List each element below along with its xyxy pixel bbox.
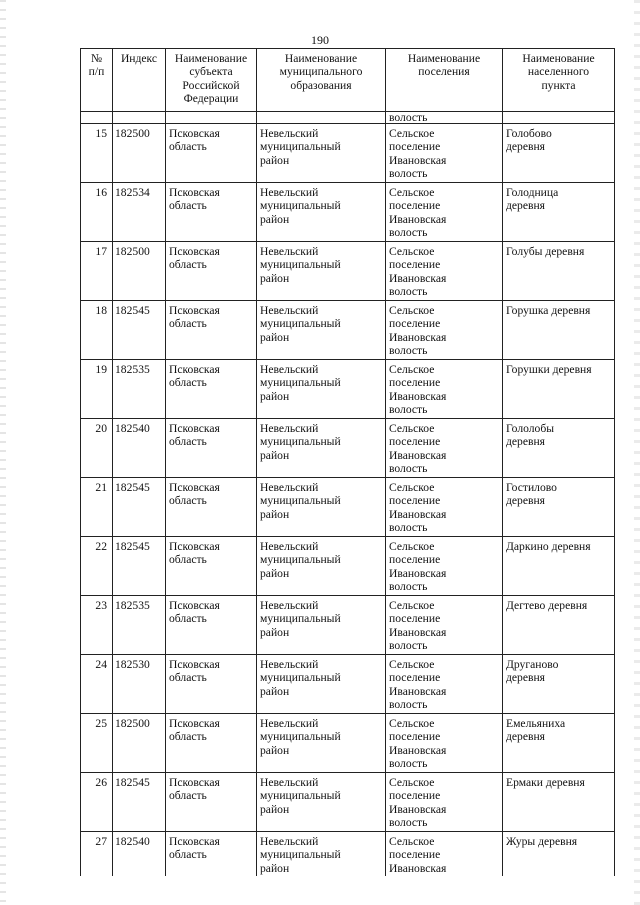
cell-number-text: 21 [95,481,107,494]
cell-index [113,242,166,301]
cell-locality-text: Емельяниха деревня [506,717,566,744]
table-row [81,714,615,773]
cell-municipality [257,242,386,301]
cell-settlement [386,478,503,537]
cell-subject [166,183,257,242]
cell-locality [503,655,615,714]
cell-index [113,419,166,478]
cell-locality-text: Журы деревня [506,835,578,848]
continuation-cell-empty [257,112,386,124]
cell-settlement-text: Сельское поселение Ивановская волость [389,304,447,358]
table-row [81,655,615,714]
cell-locality [503,242,615,301]
cell-settlement [386,537,503,596]
cell-settlement-text: Сельское поселение Ивановская волость [389,363,447,417]
continuation-cell-empty [81,112,113,124]
cell-municipality [257,124,386,183]
cell-number [81,655,113,714]
cell-locality [503,478,615,537]
cell-locality [503,714,615,773]
cell-index [113,124,166,183]
cell-municipality [257,360,386,419]
cell-settlement [386,773,503,832]
table-body [81,112,615,877]
cell-locality-text: Голубы деревня [506,245,585,258]
cell-settlement [386,714,503,773]
cell-number-text: 24 [95,658,107,671]
cell-settlement [386,183,503,242]
cell-locality [503,124,615,183]
cell-index [113,773,166,832]
cell-number [81,832,113,877]
cell-index-text: 182540 [115,422,150,435]
cell-subject [166,832,257,877]
cell-number-text: 17 [95,245,107,258]
continuation-row [81,112,615,124]
cell-number [81,301,113,360]
cell-index-text: 182534 [115,186,150,199]
cell-settlement [386,596,503,655]
cell-number-text: 18 [95,304,107,317]
cell-number-text: 20 [95,422,107,435]
page-number: 190 [311,33,329,47]
cell-number [81,773,113,832]
cell-municipality-text: Невельский муниципальный район [260,186,341,226]
cell-settlement [386,360,503,419]
cell-index-text: 182545 [115,540,150,553]
cell-settlement [386,242,503,301]
table-row [81,419,615,478]
cell-index [113,360,166,419]
cell-locality [503,360,615,419]
cell-locality [503,832,615,877]
cell-settlement-text: Сельское поселение Ивановская волость [389,658,447,712]
cell-number [81,478,113,537]
cell-index [113,832,166,877]
cell-subject [166,419,257,478]
cell-subject-text: Псковская область [169,127,220,154]
cell-locality-text: Даркино деревня [506,540,591,553]
table-row [81,832,615,877]
cell-locality [503,301,615,360]
continuation-cell-empty [166,112,257,124]
cell-subject [166,773,257,832]
table-row [81,773,615,832]
cell-number [81,714,113,773]
cell-number-text: 26 [95,776,107,789]
scan-edge-left [0,0,6,905]
cell-locality-text: Голобово деревня [506,127,552,154]
cell-municipality [257,773,386,832]
cell-subject-text: Псковская область [169,481,220,508]
table-row [81,478,615,537]
header-index: Индекс [113,49,166,112]
cell-locality [503,419,615,478]
cell-municipality [257,419,386,478]
cell-index-text: 182500 [115,245,150,258]
cell-settlement [386,301,503,360]
cell-municipality-text: Невельский муниципальный район [260,304,341,344]
cell-index-text: 182500 [115,717,150,730]
cell-locality [503,537,615,596]
cell-locality [503,596,615,655]
header-row [81,49,615,112]
cell-municipality-text: Невельский муниципальный район [260,363,341,403]
cell-number-text: 15 [95,127,107,140]
cell-number-text: 16 [95,186,107,199]
cell-locality-text: Друганово деревня [506,658,559,685]
cell-number [81,242,113,301]
cell-locality-text: Ермаки деревня [506,776,585,789]
cell-municipality-text: Невельский муниципальный район [260,481,341,521]
cell-index-text: 182540 [115,835,150,848]
cell-number [81,360,113,419]
cell-subject-text: Псковская область [169,540,220,567]
cell-number-text: 19 [95,363,107,376]
cell-municipality [257,655,386,714]
cell-municipality [257,478,386,537]
cell-municipality [257,832,386,877]
cell-subject [166,714,257,773]
cell-index [113,714,166,773]
cell-subject-text: Псковская область [169,599,220,626]
cell-subject-text: Псковская область [169,835,220,862]
cell-subject [166,360,257,419]
cell-index [113,183,166,242]
cell-settlement-text: Сельское поселение Ивановская волость [389,599,447,653]
cell-municipality-text: Невельский муниципальный район [260,127,341,167]
cell-subject-text: Псковская область [169,186,220,213]
cell-subject [166,301,257,360]
table-row [81,301,615,360]
cell-municipality-text: Невельский муниципальный район [260,776,341,816]
cell-index [113,478,166,537]
cell-settlement-text: Сельское поселение Ивановская волость [389,717,447,771]
cell-settlement-text: Сельское поселение Ивановская волость [389,186,447,240]
cell-index [113,537,166,596]
cell-settlement-text: Сельское поселение Ивановская волость [389,422,447,476]
cell-settlement [386,655,503,714]
cell-subject [166,124,257,183]
cell-index-text: 182545 [115,776,150,789]
cell-subject-text: Псковская область [169,363,220,390]
cell-subject-text: Псковская область [169,304,220,331]
cell-number [81,537,113,596]
table-row [81,183,615,242]
cell-number-text: 23 [95,599,107,612]
cell-municipality-text: Невельский муниципальный район [260,540,341,580]
cell-subject-text: Псковская область [169,245,220,272]
cell-index-text: 182530 [115,658,150,671]
table-header [81,49,615,112]
scan-edge-right [634,0,640,905]
cell-number [81,419,113,478]
table-row [81,596,615,655]
cell-locality [503,183,615,242]
table-row [81,242,615,301]
header-locality: Наименование населенного пункта [503,49,615,112]
cell-index [113,596,166,655]
cell-number-text: 22 [95,540,107,553]
continuation-settlement: волость [386,112,503,124]
header-settlement: Наименование поселения [386,49,503,112]
cell-locality-text: Гололобы деревня [506,422,555,449]
cell-municipality-text: Невельский муниципальный район [260,245,341,285]
cell-index-text: 182500 [115,127,150,140]
cell-municipality [257,301,386,360]
cell-municipality [257,183,386,242]
cell-municipality-text: Невельский муниципальный район [260,835,341,875]
cell-locality-text: Горушка деревня [506,304,591,317]
cell-subject [166,478,257,537]
cell-index-text: 182545 [115,481,150,494]
header-municipality: Наименование муниципального образования [257,49,386,112]
cell-settlement-text: Сельское поселение Ивановская [389,835,447,875]
cell-subject [166,242,257,301]
cell-municipality [257,714,386,773]
cell-settlement [386,832,503,877]
cell-locality-text: Горушки деревня [506,363,592,376]
cell-settlement-text: Сельское поселение Ивановская волость [389,481,447,535]
header-subject: Наименование субъекта Российской Федерации [166,49,257,112]
cell-settlement-text: Сельское поселение Ивановская волость [389,245,447,299]
cell-index-text: 182535 [115,599,150,612]
table-row [81,360,615,419]
cell-subject-text: Псковская область [169,658,220,685]
continuation-cell-empty [113,112,166,124]
cell-locality-text: Гостилово деревня [506,481,557,508]
settlements-table [80,48,615,876]
cell-number [81,124,113,183]
cell-subject [166,596,257,655]
cell-settlement [386,124,503,183]
table-row [81,537,615,596]
cell-index-text: 182545 [115,304,150,317]
cell-municipality-text: Невельский муниципальный район [260,599,341,639]
cell-municipality-text: Невельский муниципальный район [260,658,341,698]
cell-subject [166,537,257,596]
cell-index [113,655,166,714]
cell-index-text: 182535 [115,363,150,376]
continuation-cell-empty [503,112,615,124]
table-row [81,124,615,183]
cell-municipality-text: Невельский муниципальный район [260,717,341,757]
cell-index [113,301,166,360]
cell-subject-text: Псковская область [169,776,220,803]
cell-number [81,596,113,655]
cell-subject-text: Псковская область [169,717,220,744]
cell-locality-text: Голодница деревня [506,186,559,213]
header-number: № п/п [81,49,113,112]
cell-subject-text: Псковская область [169,422,220,449]
cell-subject [166,655,257,714]
cell-locality [503,773,615,832]
cell-number-text: 27 [95,835,107,848]
cell-municipality [257,537,386,596]
cell-municipality-text: Невельский муниципальный район [260,422,341,462]
cell-municipality [257,596,386,655]
cell-number [81,183,113,242]
cell-settlement-text: Сельское поселение Ивановская волость [389,776,447,830]
cell-locality-text: Дегтево деревня [506,599,588,612]
cell-number-text: 25 [95,717,107,730]
cell-settlement-text: Сельское поселение Ивановская волость [389,127,447,181]
cell-settlement [386,419,503,478]
cell-settlement-text: Сельское поселение Ивановская волость [389,540,447,594]
